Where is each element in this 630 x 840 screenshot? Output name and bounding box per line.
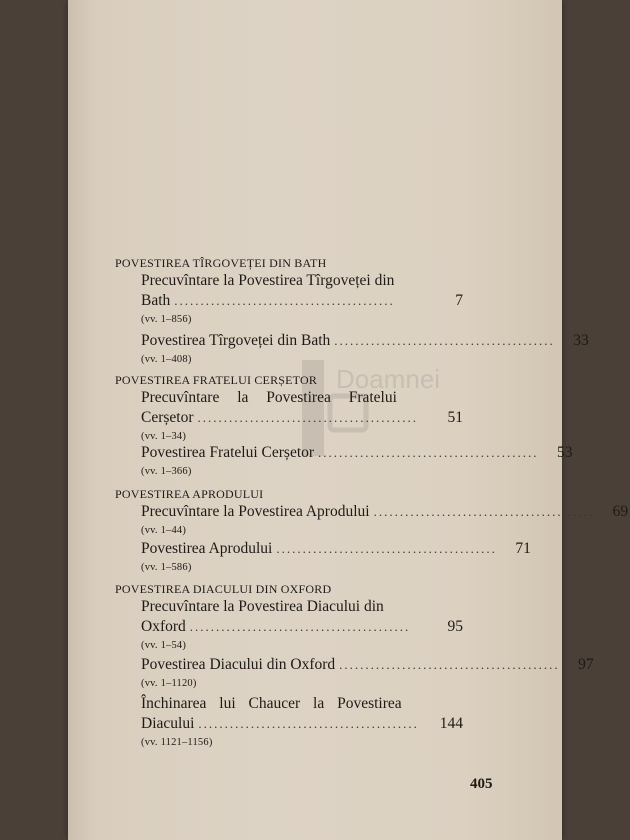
entry-title-line1: Închinarea lui Chaucer la Povestirea [141,695,402,712]
page-number: 7 [455,292,463,309]
entry-title-line1: Precuvîntare la Povestirea Fratelui [141,389,397,406]
entry-title: Povestirea Diacului din Oxford [141,656,336,673]
section-heading: POVESTIREA DIACULUI DIN OXFORD [115,582,332,596]
page-number: 97 [578,656,594,673]
verse-range: (vv. 1–408) [141,354,192,365]
verse-range: (vv. 1–856) [141,314,192,325]
entry-title: Bath [141,292,171,309]
page-number: 51 [447,409,463,426]
watermark-text: Doamnei [336,364,441,394]
verse-range: (vv. 1–54) [141,640,187,651]
toc-entry [141,502,629,538]
entry-title: Precuvîntare la Povestirea Aprodului [141,503,370,520]
page-number: 53 [557,444,573,461]
verse-range: (vv. 1–366) [141,466,192,477]
leader-dots: .......................................... [339,657,560,672]
leader-dots: .......................................... [373,504,595,519]
leader-dots: .......................................... [334,333,555,348]
entry-title: Oxford [141,618,186,635]
verse-range: (vv. 1–34) [141,431,187,442]
leader-dots: .......................................... [318,445,539,460]
toc-entry [141,271,463,327]
leader-dots: .......................................... [198,716,419,731]
entry-title: Povestirea Aprodului [141,540,273,557]
toc-entry [141,388,463,444]
verse-range: (vv. 1121–1156) [141,737,213,748]
verse-range: (vv. 1–1120) [141,678,197,689]
page-number: 144 [439,715,463,732]
verse-range: (vv. 1–44) [141,525,187,536]
toc-entry [141,597,463,653]
toc-entry [141,694,463,750]
leader-dots: .......................................... [276,541,497,556]
toc-entry [141,539,531,575]
verse-range: (vv. 1–586) [141,562,192,573]
section-heading: POVESTIREA FRATELUI CERȘETOR [115,373,318,387]
page-number: 71 [515,540,531,557]
entry-title-line1: Precuvîntare la Povestirea Tîrgoveței din [141,272,395,289]
entry-title: Cerșetor [141,409,194,426]
section-heading: POVESTIREA TÎRGOVEȚEI DIN BATH [115,256,327,270]
toc-entry [141,443,573,479]
section-heading: POVESTIREA APRODULUI [115,487,264,501]
page-number: 95 [447,618,463,635]
entry-title: Diacului [141,715,195,732]
entry-title: Povestirea Tîrgoveței din Bath [141,332,331,349]
toc-entry [141,655,594,691]
leader-dots: .......................................... [174,293,395,308]
entry-title: Povestirea Fratelui Cerșetor [141,444,315,461]
entry-title-line1: Precuvîntare la Povestirea Diacului din [141,598,384,615]
leader-dots: .......................................... [189,619,411,634]
leader-dots: .......................................... [197,410,419,425]
folio-page-number: 405 [470,776,493,792]
page-number: 69 [612,503,629,520]
toc-entry [141,331,589,367]
page-number: 33 [573,332,589,349]
